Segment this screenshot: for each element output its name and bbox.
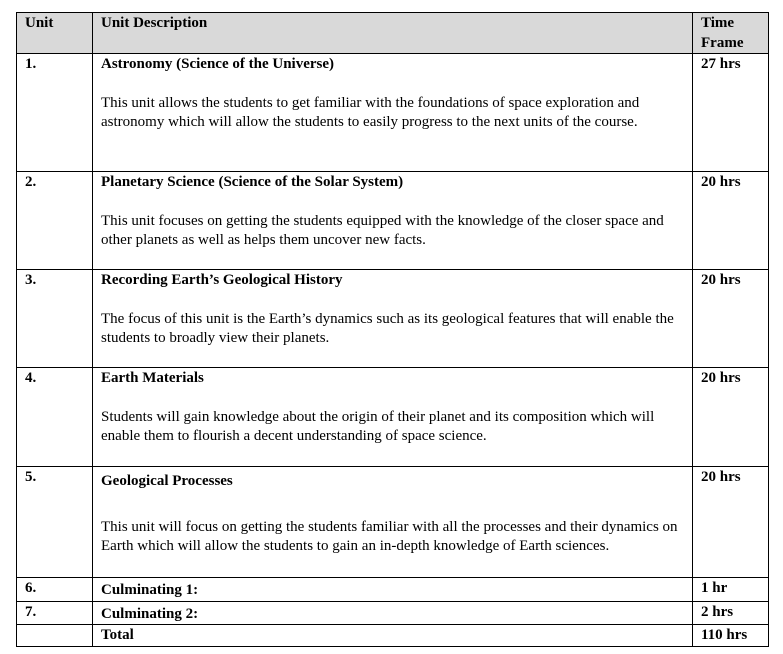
unit-time-frame: 20 hrs <box>693 368 769 467</box>
unit-time-frame: 1 hr <box>693 578 769 602</box>
unit-description-cell <box>93 368 693 467</box>
unit-description: Students will gain knowledge about the origin of their planet and its composition which will enable them to flourish a decent understanding of space science. <box>101 408 655 444</box>
unit-number: 2. <box>17 172 93 270</box>
table-row <box>17 54 769 172</box>
unit-title: Culminating 2: <box>101 605 199 622</box>
unit-title: Culminating 1: <box>101 582 199 598</box>
unit-title: Planetary Science (Science of the Solar System) <box>101 174 404 190</box>
unit-time-frame: 20 hrs <box>693 270 769 368</box>
unit-description-cell <box>93 467 693 578</box>
table-row <box>17 368 769 467</box>
unit-description-cell <box>93 578 693 602</box>
unit-number: 7. <box>17 601 93 625</box>
header-unit-description: Unit Description <box>93 13 693 54</box>
unit-number <box>17 625 93 647</box>
total-label: Total <box>101 627 134 643</box>
table-row <box>17 270 769 368</box>
unit-time-frame: 27 hrs <box>693 54 769 172</box>
unit-title: Geological Processes <box>101 473 233 489</box>
unit-title: Astronomy (Science of the Universe) <box>101 56 335 72</box>
unit-number: 1. <box>17 54 93 172</box>
table-row <box>17 467 769 578</box>
header-time-frame: Time Frame <box>693 13 769 54</box>
unit-description-cell <box>93 625 693 647</box>
unit-description: This unit will focus on getting the students familiar with all the processes and their dynamics on Earth which will allow the students to gain an in-depth knowledge of Earth sciences. <box>101 518 678 554</box>
table-header-row <box>17 13 769 54</box>
unit-description-cell <box>93 54 693 172</box>
table-row <box>17 172 769 270</box>
unit-title: Recording Earth’s Geological History <box>101 272 343 288</box>
unit-description: The focus of this unit is the Earth’s dynamics such as its geological features that will enable the students to broadly view their planets. <box>101 310 674 346</box>
table-row <box>17 601 769 625</box>
unit-table <box>16 12 769 647</box>
unit-description: This unit focuses on getting the students equipped with the knowledge of the closer space and other planets as well as helps them uncover new facts. <box>101 212 664 248</box>
unit-number: 4. <box>17 368 93 467</box>
unit-number: 3. <box>17 270 93 368</box>
total-row <box>17 625 769 647</box>
unit-description: This unit allows the students to get familiar with the foundations of space exploration and astronomy which will allow the students to easily progress to the next units of the course. <box>101 94 640 130</box>
unit-number: 6. <box>17 578 93 602</box>
unit-description-cell <box>93 601 693 625</box>
unit-title: Earth Materials <box>101 370 204 386</box>
table-row <box>17 578 769 602</box>
unit-time-frame: 2 hrs <box>693 601 769 625</box>
unit-time-frame: 20 hrs <box>693 467 769 578</box>
total-time-frame: 110 hrs <box>693 625 769 647</box>
unit-description-cell <box>93 270 693 368</box>
header-unit: Unit <box>17 13 93 54</box>
unit-description-cell <box>93 172 693 270</box>
unit-number: 5. <box>17 467 93 578</box>
unit-time-frame: 20 hrs <box>693 172 769 270</box>
